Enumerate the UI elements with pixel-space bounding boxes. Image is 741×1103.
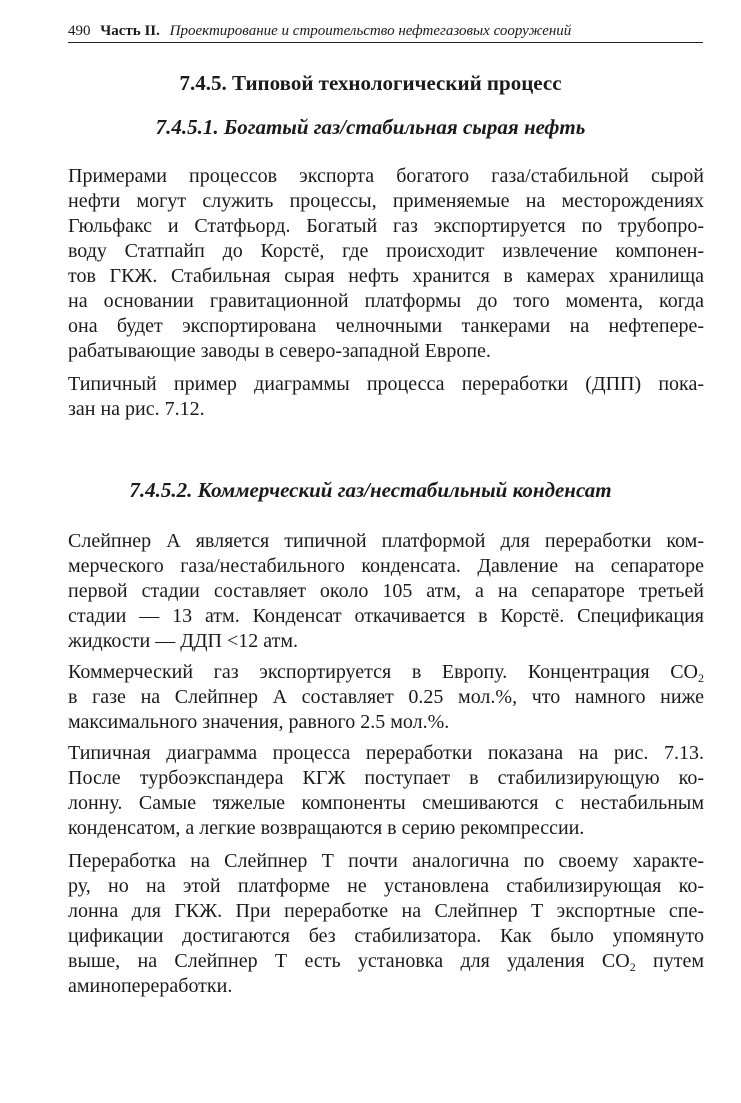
text-line: на основании гравитационной платформы до того момента, когда (68, 290, 704, 312)
paragraph-2 (68, 372, 704, 422)
text-line: Примерами процессов экспорта богатого газа/стабильной сырой (68, 165, 704, 187)
text-line-part: Коммерческий газ экспортируется в Европу. Концентрация CO (68, 661, 698, 683)
text-line: воду Статпайп до Корстё, где происходит извлечение компонен- (68, 240, 704, 262)
text-line: рабатывающие заводы в северо-западной Европе. (68, 340, 491, 362)
paragraph-5 (68, 741, 704, 841)
text-line: она будет экспортирована челночными танкерами на нефтепере- (68, 315, 704, 337)
text-line: Типичный пример диаграммы процесса переработки (ДПП) пока- (68, 373, 704, 395)
text-line: ру, но на этой платформе не установлена стабилизирующая ко- (68, 875, 704, 897)
text-line: нефти могут служить процессы, применяемые на месторождениях (68, 190, 704, 212)
text-line: зан на рис. 7.12. (68, 398, 205, 420)
paragraph-4 (68, 660, 704, 735)
text-line: цификации достигаются без стабилизатора. Как было упомянуто (68, 925, 704, 947)
paragraph-1 (68, 164, 704, 364)
subsection-title-2: 7.4.5.2. Коммерческий газ/нестабильный конденсат (129, 478, 612, 502)
text-line: в газе на Слейпнер А составляет 0.25 мол.%, что намного ниже (68, 686, 704, 708)
text-line: стадии — 13 атм. Конденсат откачивается в Корстё. Спецификация (68, 605, 704, 627)
text-line: лонна для ГКЖ. При переработке на Слейпнер Т экспортные спе- (68, 900, 704, 922)
paragraph-3 (68, 529, 704, 654)
section-title: 7.4.5. Типовой технологический процесс (179, 71, 562, 95)
text-line: Слейпнер А является типичной платформой для переработки ком- (68, 530, 704, 552)
text-line: Типичная диаграмма процесса переработки показана на рис. 7.13. (68, 742, 704, 764)
text-line: жидкости — ДДП <12 атм. (68, 630, 298, 652)
text-line-part: выше, на Слейпнер Т есть установка для удаления CO (68, 950, 630, 972)
text-line: Переработка на Слейпнер Т почти аналогична по своему характе- (68, 850, 704, 872)
part-title: Проектирование и строительство нефтегазовых сооружений (169, 23, 572, 39)
text-line: первой стадии составляет около 105 атм, а на сепараторе третьей (68, 580, 704, 602)
page-number: 490 (68, 23, 91, 39)
subscript: 2 (698, 671, 704, 685)
text-line: мерческого газа/нестабильного конденсата. Давление на сепараторе (68, 555, 704, 577)
text-line: аминопереработки. (68, 975, 233, 997)
text-line (68, 660, 704, 685)
subscript: 2 (629, 960, 636, 974)
running-header (68, 22, 703, 43)
text-line: После турбоэкспандера КГЖ поступает в стабилизирующую ко- (68, 767, 704, 789)
text-line: Гюльфакс и Статфьорд. Богатый газ экспортируется по трубопро- (68, 215, 704, 237)
text-line: максимального значения, равного 2.5 мол.%. (68, 711, 450, 733)
text-line: лонну. Самые тяжелые компоненты смешиваются с нестабильным (68, 792, 704, 814)
text-line-part: путем (635, 950, 704, 972)
paragraph-6 (68, 849, 704, 999)
text-line: конденсатом, а легкие возвращаются в серию рекомпрессии. (68, 817, 585, 839)
part-label: Часть II. (100, 23, 160, 39)
subsection-title-1: 7.4.5.1. Богатый газ/стабильная сырая нефть (155, 115, 586, 139)
text-line: тов ГКЖ. Стабильная сырая нефть хранится в камерах хранилища (68, 265, 704, 287)
text-line (68, 949, 704, 974)
